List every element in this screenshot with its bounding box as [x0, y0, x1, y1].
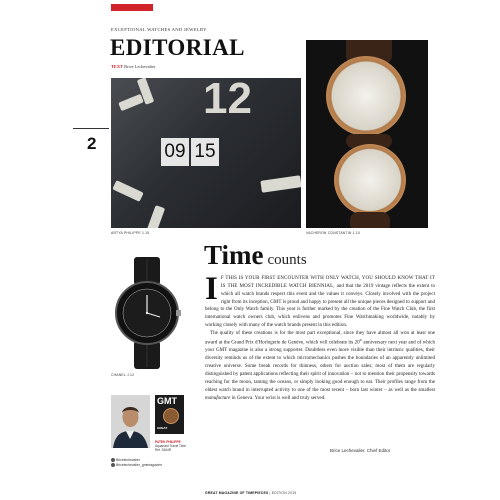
- instagram-icon: [111, 458, 115, 462]
- date-digit-left: 09: [161, 138, 189, 166]
- chanel-watch-image: [112, 257, 182, 369]
- article-paragraph-2: The quality of these creations is for the most part exceptional, since they have almost all won at least one award at the Grand Prix d'Horlogerie de Genève, which will celebrate its 20th anniversary next year and of which your GMT magazine is also a strong supporter. Doubtless even more visible than their intrinsic qualities, their diversity reminds us of the extent to which micromechanics pushes the boundaries of an apparently unlimited creative universe. Some break records for thinness, others for auction sales; most of them are regularly distinguished by patent applications reflecting their spirit of innovation – not to mention their propensity towards reaching for the moon, taming the oceans, or simply looking good enough to eat. Their profiles range from the oldest watch brand in interrupted activity to one of the most recent – born last winter – as well as the smallest manufacture in Geneva. Your wrist is well and truly served.: [205, 330, 436, 401]
- social-handle-2[interactable]: Bricelechevalier_gmtmagazine: [111, 463, 162, 468]
- page-number-rule: [73, 128, 109, 129]
- section-kicker: EXCEPTIONAL WATCHES AND JEWELRY: [111, 27, 207, 32]
- instagram-icon: [111, 463, 115, 467]
- article-headline: [204, 242, 307, 269]
- magazine-caption: PATEK PHILIPPE Aquanaut Travel Time Ref. 5164R: [155, 440, 187, 453]
- gmt-logo: GMT: [157, 396, 177, 406]
- gold-watches-photo: [306, 40, 428, 228]
- byline: [111, 64, 155, 69]
- editor-portrait: [111, 395, 150, 448]
- page-number: 2: [87, 134, 97, 153]
- paragraph-1-rest: and that the 2019 vintage reflects the extent to which all watch brands respect this event and the values it conveys. Closely involved with the project right from its inception, GMT is proud and happy to present all the unique pieces designed to support and belong to the Only Watch family. This year is further marked by the creation of the Fine Watch Club, the first international watch owners club, which enlivens and promotes Fine Watchmaking worldwide, notably by working closely with many of the watch brands present in this edition.: [205, 282, 435, 329]
- gmt-magazine-cover: [155, 395, 184, 434]
- gold-watch-back: [334, 144, 406, 216]
- watch-dial-photo: [111, 78, 301, 228]
- chanel-caption: CHANEL J.12: [111, 373, 135, 377]
- byline-author: Brice Lechevalier: [124, 64, 156, 69]
- headline-counts: counts: [267, 252, 307, 268]
- date-digit-right: 15: [191, 138, 219, 166]
- drop-cap: I: [205, 271, 218, 307]
- dial-numeral-12: 12: [203, 78, 252, 123]
- headline-time: Time: [204, 240, 264, 270]
- photo1-caption: ARTYA PHILIPPE 1.15: [111, 231, 150, 235]
- social-handles: [111, 458, 162, 468]
- byline-label: TEXT: [111, 64, 123, 69]
- magazine-cover-title: GREAT: [157, 426, 168, 430]
- magazine-watch-image: [163, 408, 179, 424]
- paragraph-1-lead: F THIS IS YOUR FIRST ENCOUNTER WITH ONLY WATCH, YOU SHOULD KNOW THAT IT IS THE MOST INCREDIBLE WATCH BIENNIAL,: [220, 275, 435, 289]
- watch-strap: [350, 212, 390, 228]
- article-paragraph-1: [205, 271, 435, 330]
- editor-signature: Brice Lechevalier, Chief Editor: [330, 448, 391, 453]
- page-footer: GREAT MAGAZINE OF TIMEPIECES | EDITION 2019: [205, 491, 297, 495]
- dial-marker: [260, 175, 301, 192]
- top-accent-bar: [111, 4, 153, 11]
- article-body: [205, 271, 436, 402]
- date-window: [161, 138, 219, 166]
- dial-marker: [118, 94, 144, 111]
- dial-marker: [147, 205, 165, 228]
- watch-hand: [112, 180, 143, 202]
- gold-watch-front: [326, 56, 406, 136]
- page-title: EDITORIAL: [110, 35, 245, 60]
- photo2-caption: VACHERON CONSTANTIN 1.10: [306, 231, 361, 235]
- social-handle-1[interactable]: Bricelechevalier: [111, 458, 162, 463]
